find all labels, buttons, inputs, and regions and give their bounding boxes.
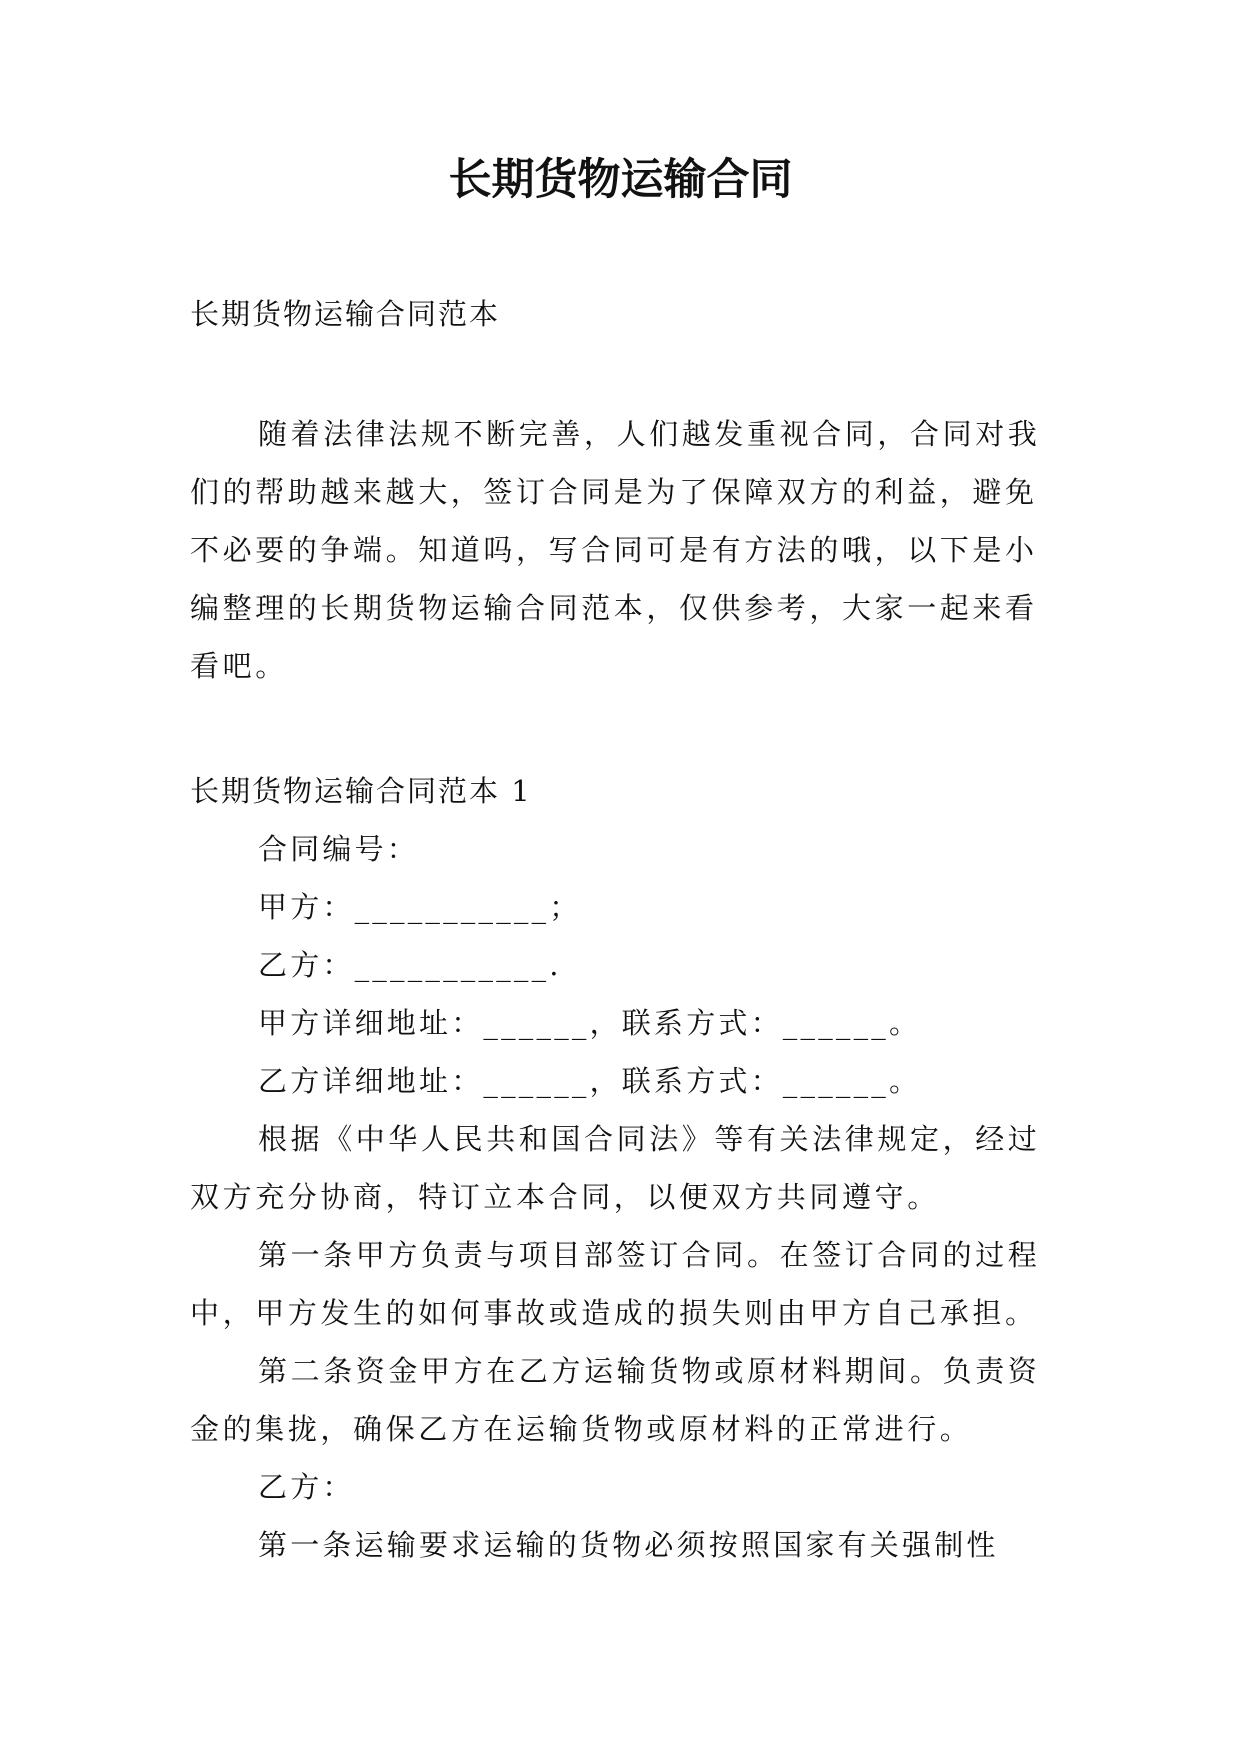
party-b-article-1-line: 第一条运输要求运输的货物必须按照国家有关强制性 [258, 1528, 999, 1562]
party-b-field: 乙方：___________. [258, 948, 562, 982]
contract-body [190, 762, 1070, 1574]
legal-basis-paragraph: 根据《中华人民共和国合同法》等有关法律规定，经过双方充分协商，特订立本合同，以便双方共同遵守。 [190, 1122, 1041, 1214]
article-2-paragraph: 第二条资金甲方在乙方运输货物或原材料期间。负责资金的集拢，确保乙方在运输货物或原材料的正常进行。 [190, 1354, 1041, 1446]
contract-number-field: 合同编号： [258, 832, 420, 866]
document-subtitle: 长期货物运输合同范本 [190, 297, 501, 331]
section-heading: 长期货物运输合同范本 1 [190, 774, 532, 808]
party-a-field: 甲方：___________； [258, 890, 582, 924]
article-1-paragraph: 第一条甲方负责与项目部签订合同。在签订合同的过程中，甲方发生的如何事故或造成的损失则由甲方自己承担。 [190, 1238, 1041, 1330]
party-b-address-field: 乙方详细地址：______，联系方式：______。 [258, 1064, 922, 1098]
party-b-label: 乙方： [258, 1470, 355, 1504]
party-a-address-field: 甲方详细地址：______，联系方式：______。 [258, 1006, 922, 1040]
intro-paragraph: 随着法律法规不断完善，人们越发重视合同，合同对我们的帮助越来越大，签订合同是为了保障双方的利益，避免不必要的争端。知道吗，写合同可是有方法的哦，以下是小编整理的长期货物运输合同范本，仅供参考，大家一起来看看吧。 [190, 417, 1041, 683]
document-title: 长期货物运输合同 [448, 155, 793, 205]
